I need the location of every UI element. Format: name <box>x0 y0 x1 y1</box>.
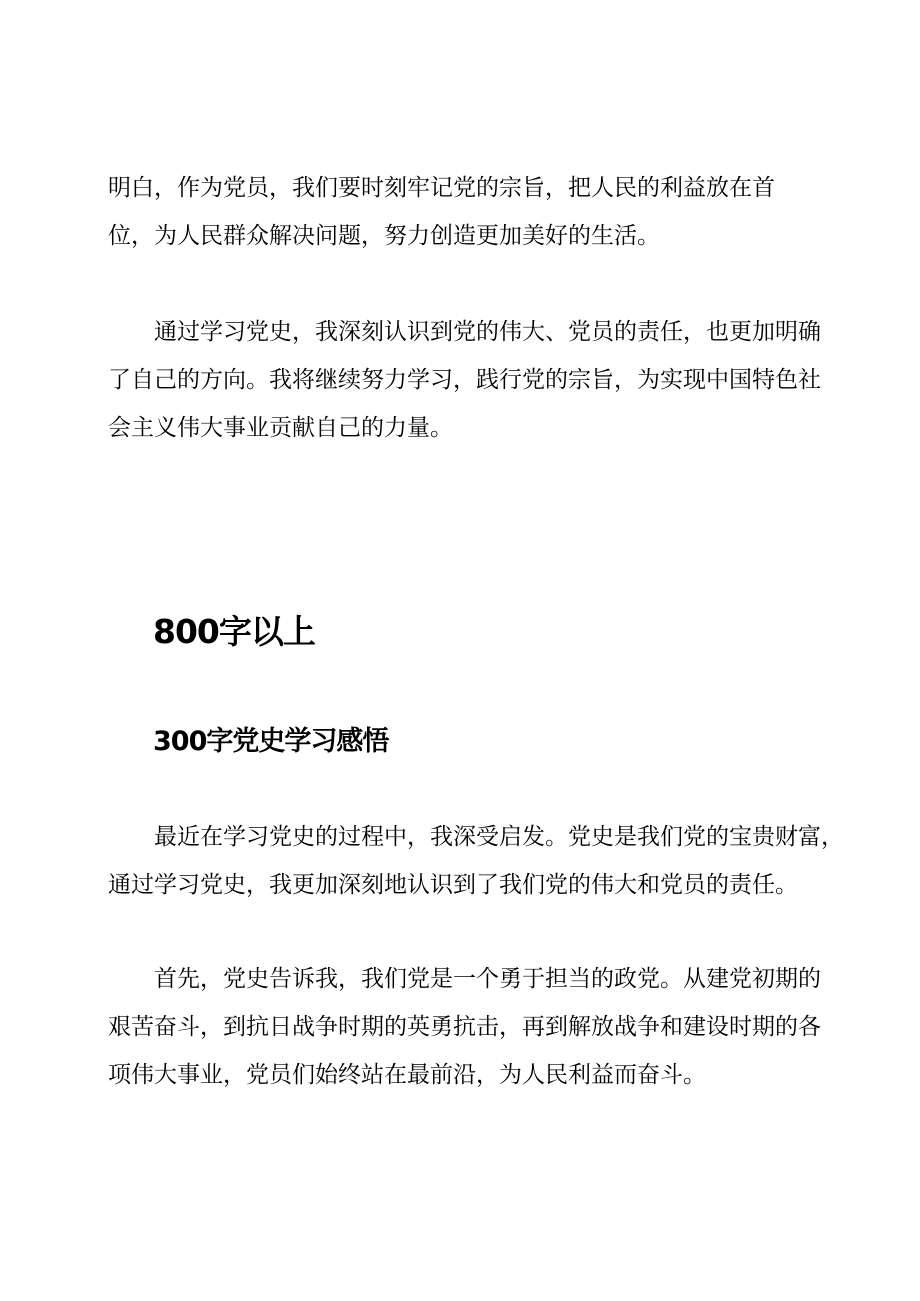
text-line: 明白，作为党员，我们要时刻牢记党的宗旨，把人民的利益放在首 <box>108 175 775 201</box>
text-line: 首先，党史告诉我，我们党是一个勇于担当的政党。从建党初期的 <box>154 966 821 992</box>
text-line: 项伟大事业，党员们始终站在最前沿，为人民利益而奋斗。 <box>108 1062 706 1088</box>
paragraph-continuation <box>108 164 828 260</box>
paragraph-first-point <box>108 955 828 1099</box>
text-line: 通过学习党史，我深刻认识到党的伟大、党员的责任，也更加明确 <box>154 319 821 345</box>
article-heading: 300字党史学习感悟 <box>153 726 389 757</box>
text-line: 艰苦奋斗，到抗日战争时期的英勇抗击，再到解放战争和建设时期的各 <box>108 1014 821 1040</box>
text-line: 最近在学习党史的过程中，我深受启发。党史是我们党的宝贵财富， <box>154 824 844 850</box>
paragraph-conclusion <box>108 308 828 452</box>
text-line: 通过学习党史，我更加深刻地认识到了我们党的伟大和党员的责任。 <box>108 872 798 898</box>
text-line: 位，为人民群众解决问题，努力创造更加美好的生活。 <box>108 223 660 249</box>
paragraph-intro <box>108 813 844 909</box>
section-heading: 800字以上 <box>153 612 315 651</box>
text-line: 会主义伟大事业贡献自己的力量。 <box>108 415 453 441</box>
text-line: 了自己的方向。我将继续努力学习，践行党的宗旨，为实现中国特色社 <box>108 367 821 393</box>
